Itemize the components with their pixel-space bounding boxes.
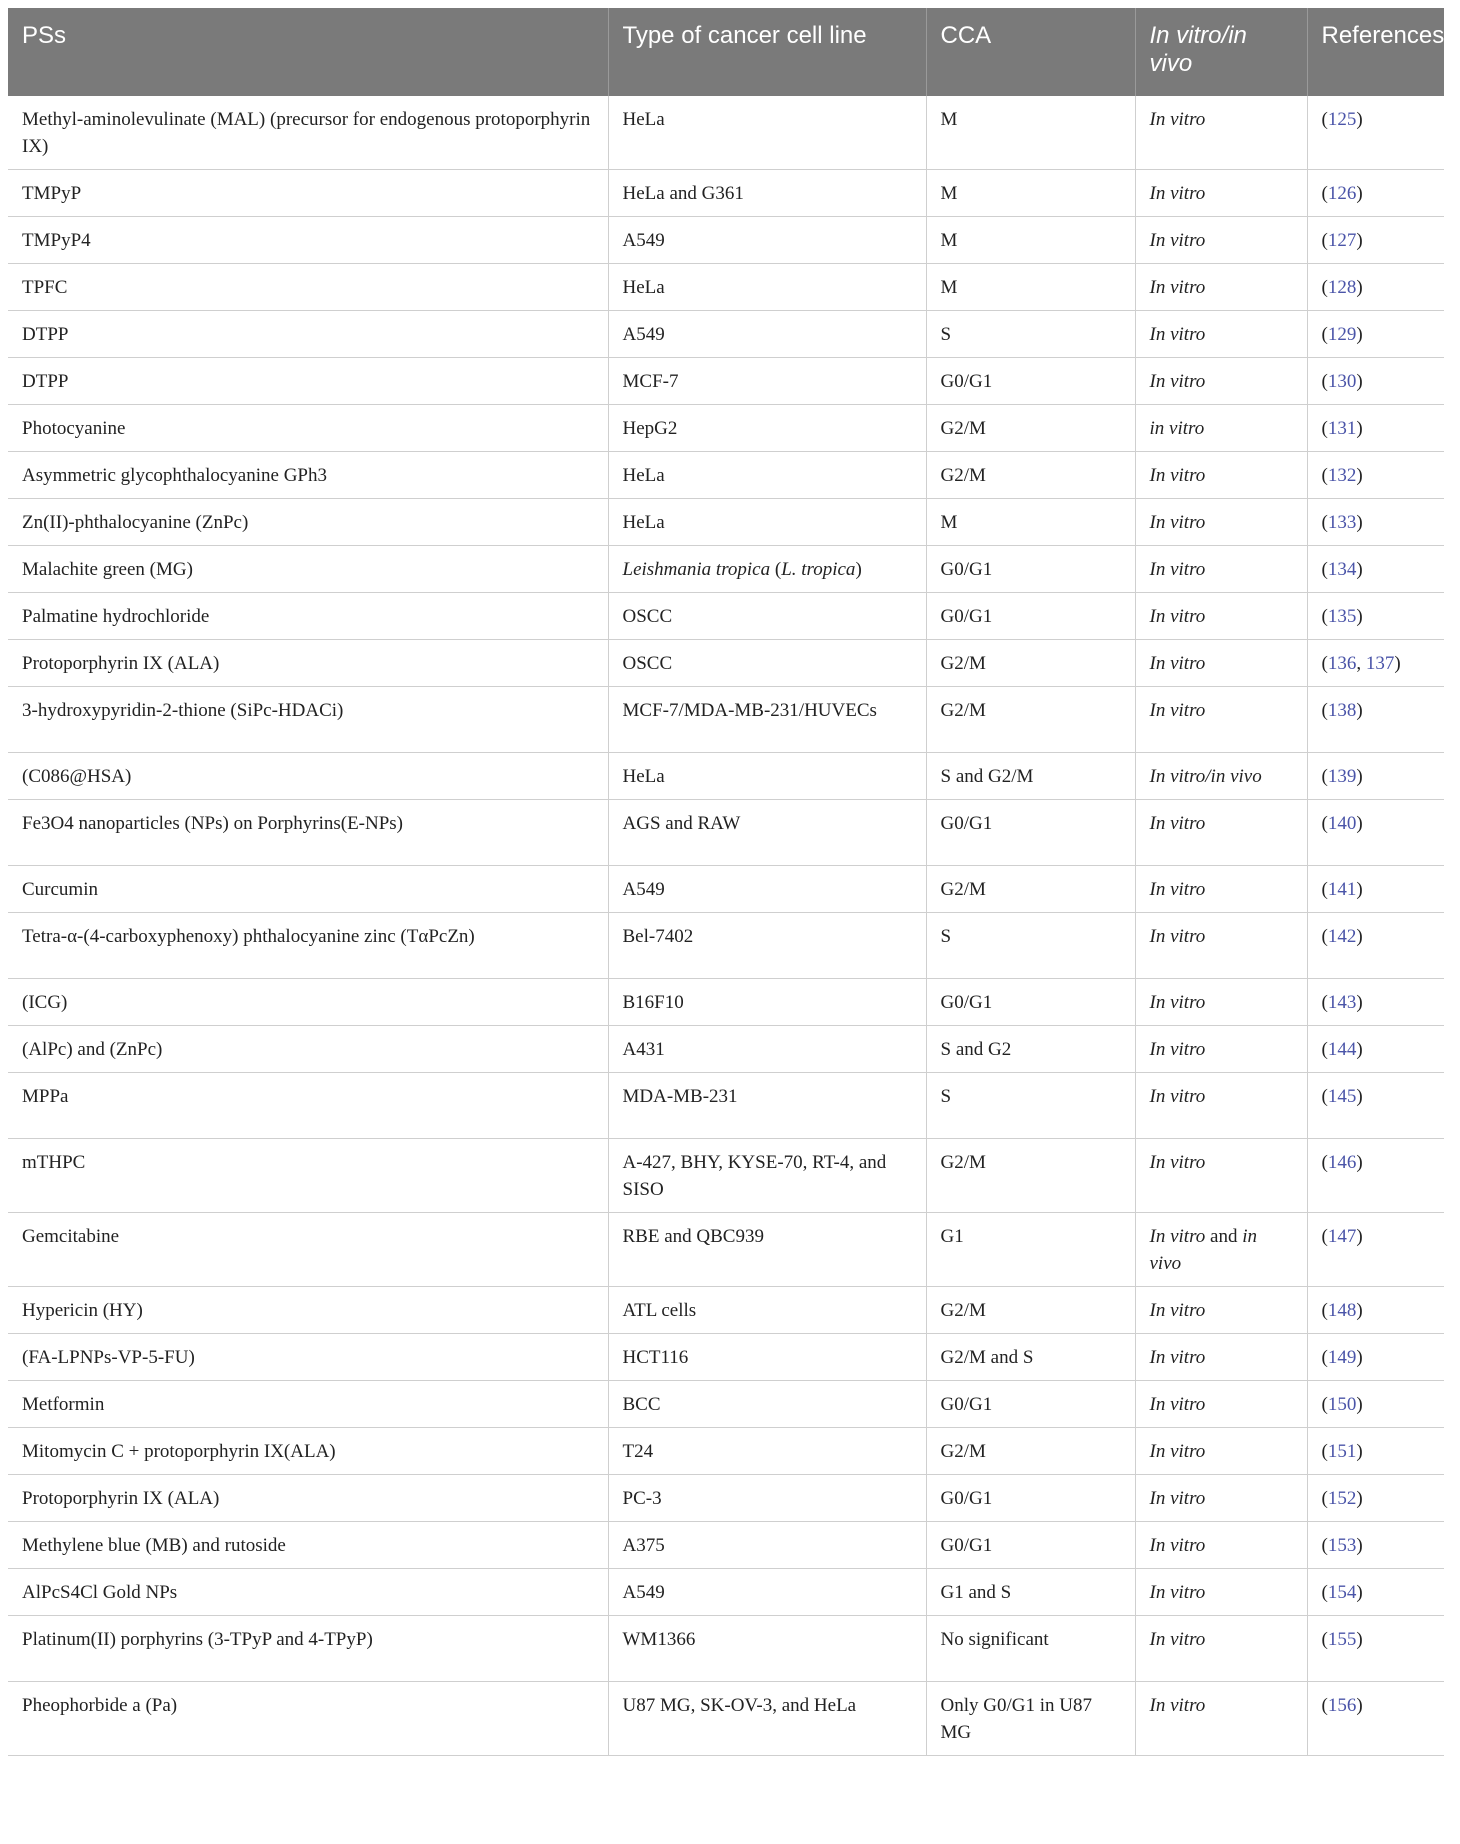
cell-line-cell: OSCC <box>608 593 926 640</box>
ps-cell: Fe3O4 nanoparticles (NPs) on Porphyrins(E-NPs) <box>8 800 608 866</box>
cell-line-cell: A375 <box>608 1522 926 1569</box>
table-row <box>8 170 1444 217</box>
header-cca: CCA <box>926 8 1135 96</box>
reference-link[interactable]: 140 <box>1327 813 1357 834</box>
ref-close-paren: ) <box>1356 926 1363 947</box>
reference-link[interactable]: 129 <box>1327 324 1357 345</box>
table-row <box>8 1522 1444 1569</box>
ps-cell: TMPyP4 <box>8 217 608 264</box>
cell-line-cell: U87 MG, SK-OV-3, and HeLa <box>608 1682 926 1756</box>
ref-open-paren: ( <box>1321 183 1328 204</box>
cell-line-cell: MCF-7 <box>608 358 926 405</box>
ref-close-paren: ) <box>1356 109 1363 130</box>
table-row <box>8 1073 1444 1139</box>
ref-open-paren: ( <box>1321 879 1328 900</box>
model-cell: In vitro <box>1135 1334 1307 1381</box>
reference-link[interactable]: 146 <box>1327 1152 1357 1173</box>
model-cell: In vitro <box>1135 96 1307 170</box>
model-cell: In vitro <box>1135 913 1307 979</box>
table-row <box>8 264 1444 311</box>
reference-link[interactable]: 138 <box>1327 700 1357 721</box>
ref-open-paren: ( <box>1321 465 1328 486</box>
ref-open-paren: ( <box>1321 1300 1328 1321</box>
reference-cell <box>1307 1026 1444 1073</box>
cell-line-cell: MCF-7/MDA-MB-231/HUVECs <box>608 687 926 753</box>
ref-open-paren: ( <box>1321 653 1328 674</box>
reference-cell <box>1307 405 1444 452</box>
cell-line-cell: AGS and RAW <box>608 800 926 866</box>
cca-cell: G0/G1 <box>926 979 1135 1026</box>
cca-cell: S <box>926 913 1135 979</box>
reference-cell <box>1307 499 1444 546</box>
ref-open-paren: ( <box>1321 1441 1328 1462</box>
cca-cell: G2/M <box>926 1428 1135 1475</box>
ref-open-paren: ( <box>1321 418 1328 439</box>
model-cell <box>1135 1213 1307 1287</box>
table-row <box>8 1026 1444 1073</box>
reference-cell <box>1307 979 1444 1026</box>
ps-cell: TMPyP <box>8 170 608 217</box>
cell-line-paren-open: ( <box>770 559 782 580</box>
table-row <box>8 311 1444 358</box>
cca-cell: M <box>926 96 1135 170</box>
cca-cell: G0/G1 <box>926 1475 1135 1522</box>
table-row <box>8 1428 1444 1475</box>
ref-open-paren: ( <box>1321 1152 1328 1173</box>
ps-cell: Curcumin <box>8 866 608 913</box>
ps-cell: Methyl-aminolevulinate (MAL) (precursor for endogenous protoporphyrin IX) <box>8 96 608 170</box>
ref-close-paren: ) <box>1356 606 1363 627</box>
ps-cell: Zn(II)-phthalocyanine (ZnPc) <box>8 499 608 546</box>
model-cell: In vitro <box>1135 170 1307 217</box>
table-row <box>8 1287 1444 1334</box>
cell-line-cell: WM1366 <box>608 1616 926 1682</box>
cell-line-cell: MDA-MB-231 <box>608 1073 926 1139</box>
reference-cell <box>1307 1428 1444 1475</box>
table-row <box>8 1569 1444 1616</box>
ps-cell: Gemcitabine <box>8 1213 608 1287</box>
ref-close-paren: ) <box>1356 1300 1363 1321</box>
reference-link[interactable]: 150 <box>1327 1394 1357 1415</box>
table-row <box>8 452 1444 499</box>
cell-line-cell: PC-3 <box>608 1475 926 1522</box>
header-references: References <box>1307 8 1444 96</box>
table-row <box>8 546 1444 593</box>
reference-cell <box>1307 913 1444 979</box>
model-cell: In vitro <box>1135 1073 1307 1139</box>
table-row <box>8 753 1444 800</box>
model-cell: In vitro <box>1135 311 1307 358</box>
reference-cell <box>1307 1475 1444 1522</box>
model-joiner: and <box>1205 1226 1243 1247</box>
ref-open-paren: ( <box>1321 1582 1328 1603</box>
ps-cell: DTPP <box>8 311 608 358</box>
ref-close-paren: ) <box>1356 183 1363 204</box>
table-row <box>8 800 1444 866</box>
ps-cell: 3-hydroxypyridin-2-thione (SiPc-HDACi) <box>8 687 608 753</box>
reference-link[interactable]: 154 <box>1327 1582 1357 1603</box>
cell-line-cell: A549 <box>608 217 926 264</box>
model-part: In vitro <box>1149 1226 1206 1247</box>
table-row <box>8 1213 1444 1287</box>
ref-open-paren: ( <box>1321 277 1328 298</box>
cell-line-italic: Leishmania tropica <box>622 559 771 580</box>
ps-cell: Protoporphyrin IX (ALA) <box>8 640 608 687</box>
cca-cell: G0/G1 <box>926 593 1135 640</box>
reference-cell <box>1307 546 1444 593</box>
model-cell: In vitro <box>1135 1287 1307 1334</box>
reference-cell <box>1307 1522 1444 1569</box>
ps-cell: Mitomycin C + protoporphyrin IX(ALA) <box>8 1428 608 1475</box>
ps-cell: Pheophorbide a (Pa) <box>8 1682 608 1756</box>
reference-cell <box>1307 1073 1444 1139</box>
reference-link[interactable]: 156 <box>1327 1695 1357 1716</box>
reference-link[interactable]: 126 <box>1327 183 1357 204</box>
ref-close-paren: ) <box>1356 1152 1363 1173</box>
reference-link[interactable]: 142 <box>1327 926 1357 947</box>
model-cell: In vitro/in vivo <box>1135 753 1307 800</box>
reference-link[interactable]: 152 <box>1327 1488 1357 1509</box>
reference-link[interactable]: 130 <box>1327 371 1357 392</box>
ref-open-paren: ( <box>1321 109 1328 130</box>
ref-close-paren: ) <box>1356 1629 1363 1650</box>
reference-link[interactable]: 128 <box>1327 277 1357 298</box>
header-cell-line: Type of cancer cell line <box>608 8 926 96</box>
cca-cell: G2/M <box>926 1139 1135 1213</box>
ref-close-paren: ) <box>1356 1226 1363 1247</box>
ps-cell: Palmatine hydrochloride <box>8 593 608 640</box>
ref-open-paren: ( <box>1321 1226 1328 1247</box>
model-cell: In vitro <box>1135 546 1307 593</box>
reference-cell <box>1307 1381 1444 1428</box>
ref-open-paren: ( <box>1321 1695 1328 1716</box>
ps-cell: (AlPc) and (ZnPc) <box>8 1026 608 1073</box>
reference-link[interactable]: 127 <box>1327 230 1357 251</box>
cca-cell: No significant <box>926 1616 1135 1682</box>
ref-close-paren: ) <box>1356 512 1363 533</box>
cell-line-cell: HeLa <box>608 753 926 800</box>
ref-close-paren: ) <box>1356 230 1363 251</box>
cca-cell: S and G2/M <box>926 753 1135 800</box>
cca-cell: G0/G1 <box>926 546 1135 593</box>
reference-link[interactable]: 133 <box>1327 512 1357 533</box>
model-cell: In vitro <box>1135 358 1307 405</box>
cca-cell: S and G2 <box>926 1026 1135 1073</box>
table-row <box>8 1682 1444 1756</box>
model-cell: In vitro <box>1135 1026 1307 1073</box>
reference-cell <box>1307 1682 1444 1756</box>
ref-open-paren: ( <box>1321 324 1328 345</box>
model-cell: In vitro <box>1135 687 1307 753</box>
model-cell: In vitro <box>1135 1428 1307 1475</box>
cca-cell: S <box>926 311 1135 358</box>
cell-line-paren-close: ) <box>855 559 862 580</box>
cca-cell: G2/M <box>926 452 1135 499</box>
table-row <box>8 499 1444 546</box>
model-cell: In vitro <box>1135 1522 1307 1569</box>
reference-link[interactable]: 125 <box>1327 109 1357 130</box>
model-cell: In vitro <box>1135 979 1307 1026</box>
cca-cell: G0/G1 <box>926 1381 1135 1428</box>
cell-line-cell: BCC <box>608 1381 926 1428</box>
model-cell: in vitro <box>1135 405 1307 452</box>
ref-close-paren: ) <box>1356 700 1363 721</box>
ref-close-paren: ) <box>1356 371 1363 392</box>
cca-cell: G0/G1 <box>926 358 1135 405</box>
reference-link[interactable]: 144 <box>1327 1039 1357 1060</box>
cca-cell: G2/M <box>926 405 1135 452</box>
cell-line-cell: HeLa <box>608 499 926 546</box>
table-row <box>8 405 1444 452</box>
ps-cell: DTPP <box>8 358 608 405</box>
reference-cell <box>1307 1334 1444 1381</box>
reference-cell <box>1307 1139 1444 1213</box>
model-cell: In vitro <box>1135 217 1307 264</box>
ref-open-paren: ( <box>1321 371 1328 392</box>
ref-open-paren: ( <box>1321 1488 1328 1509</box>
model-cell: In vitro <box>1135 1475 1307 1522</box>
cell-line-cell: A549 <box>608 311 926 358</box>
table-row <box>8 913 1444 979</box>
model-cell: In vitro <box>1135 866 1307 913</box>
table-row <box>8 1616 1444 1682</box>
ref-close-paren: ) <box>1356 879 1363 900</box>
cca-cell: M <box>926 170 1135 217</box>
reference-cell <box>1307 687 1444 753</box>
reference-cell <box>1307 217 1444 264</box>
ref-open-paren: ( <box>1321 230 1328 251</box>
ps-cell: Asymmetric glycophthalocyanine GPh3 <box>8 452 608 499</box>
cell-line-cell: OSCC <box>608 640 926 687</box>
model-cell: In vitro <box>1135 452 1307 499</box>
ps-cell: (FA-LPNPs-VP-5-FU) <box>8 1334 608 1381</box>
cell-line-cell: A431 <box>608 1026 926 1073</box>
model-cell: In vitro <box>1135 800 1307 866</box>
reference-link[interactable]: 147 <box>1327 1226 1357 1247</box>
ref-close-paren: ) <box>1356 1347 1363 1368</box>
ref-close-paren: ) <box>1356 277 1363 298</box>
cca-cell: G1 <box>926 1213 1135 1287</box>
reference-link[interactable]: 141 <box>1327 879 1357 900</box>
ps-cell: Tetra-α-(4-carboxyphenoxy) phthalocyanine zinc (TαPcZn) <box>8 913 608 979</box>
table-row <box>8 593 1444 640</box>
cca-cell: S <box>926 1073 1135 1139</box>
table-row <box>8 687 1444 753</box>
model-cell: In vitro <box>1135 593 1307 640</box>
ref-open-paren: ( <box>1321 1394 1328 1415</box>
table-row <box>8 1139 1444 1213</box>
cell-line-italic-abbrev: L. tropica <box>781 559 856 580</box>
reference-link[interactable]: 132 <box>1327 465 1357 486</box>
header-model: In vitro/in vivo <box>1135 8 1307 96</box>
cca-cell: G1 and S <box>926 1569 1135 1616</box>
cca-cell: M <box>926 217 1135 264</box>
reference-link[interactable]: 139 <box>1327 766 1357 787</box>
reference-cell <box>1307 452 1444 499</box>
table-row <box>8 217 1444 264</box>
reference-link[interactable]: 137 <box>1365 653 1395 674</box>
table-row <box>8 358 1444 405</box>
ref-open-paren: ( <box>1321 700 1328 721</box>
ref-close-paren: ) <box>1356 813 1363 834</box>
cca-cell: M <box>926 264 1135 311</box>
data-table <box>8 8 1444 1756</box>
reference-link[interactable]: 149 <box>1327 1347 1357 1368</box>
ref-close-paren: ) <box>1356 1039 1363 1060</box>
ref-close-paren: ) <box>1356 992 1363 1013</box>
cell-line-cell <box>608 546 926 593</box>
reference-cell <box>1307 753 1444 800</box>
cell-line-cell: HeLa <box>608 264 926 311</box>
cca-cell: Only G0/G1 in U87 MG <box>926 1682 1135 1756</box>
ref-close-paren: ) <box>1356 1394 1363 1415</box>
cell-line-cell: T24 <box>608 1428 926 1475</box>
ref-open-paren: ( <box>1321 813 1328 834</box>
ref-close-paren: ) <box>1356 1695 1363 1716</box>
reference-cell <box>1307 640 1444 687</box>
cell-line-cell: A-427, BHY, KYSE-70, RT-4, and SISO <box>608 1139 926 1213</box>
cca-cell: M <box>926 499 1135 546</box>
cca-cell: G2/M and S <box>926 1334 1135 1381</box>
reference-cell <box>1307 866 1444 913</box>
reference-link[interactable]: 153 <box>1327 1535 1357 1556</box>
ref-open-paren: ( <box>1321 1535 1328 1556</box>
ref-close-paren: ) <box>1356 418 1363 439</box>
reference-cell <box>1307 264 1444 311</box>
ref-close-paren: ) <box>1356 465 1363 486</box>
reference-cell <box>1307 1287 1444 1334</box>
cell-line-cell: Bel-7402 <box>608 913 926 979</box>
ps-cell: Malachite green (MG) <box>8 546 608 593</box>
reference-link[interactable]: 134 <box>1327 559 1357 580</box>
ps-cell: MPPa <box>8 1073 608 1139</box>
ref-close-paren: ) <box>1356 766 1363 787</box>
ref-open-paren: ( <box>1321 926 1328 947</box>
reference-link[interactable]: 131 <box>1327 418 1357 439</box>
cell-line-cell: HeLa <box>608 96 926 170</box>
model-cell: In vitro <box>1135 499 1307 546</box>
reference-link[interactable]: 148 <box>1327 1300 1357 1321</box>
reference-cell <box>1307 1616 1444 1682</box>
ref-close-paren: ) <box>1356 324 1363 345</box>
reference-cell <box>1307 800 1444 866</box>
cell-line-cell: A549 <box>608 866 926 913</box>
cca-cell: G2/M <box>926 1287 1135 1334</box>
cca-cell: G0/G1 <box>926 1522 1135 1569</box>
ref-close-paren: ) <box>1356 1441 1363 1462</box>
reference-link[interactable]: 155 <box>1327 1629 1357 1650</box>
reference-cell <box>1307 170 1444 217</box>
cca-cell: G0/G1 <box>926 800 1135 866</box>
reference-link[interactable]: 151 <box>1327 1441 1357 1462</box>
ref-open-paren: ( <box>1321 1039 1328 1060</box>
model-cell: In vitro <box>1135 1569 1307 1616</box>
ref-close-paren: ) <box>1356 1582 1363 1603</box>
ps-cell: Platinum(II) porphyrins (3-TPyP and 4-TPyP) <box>8 1616 608 1682</box>
ps-cell: Hypericin (HY) <box>8 1287 608 1334</box>
reference-cell <box>1307 1213 1444 1287</box>
ref-close-paren: ) <box>1356 1535 1363 1556</box>
ps-cell: AlPcS4Cl Gold NPs <box>8 1569 608 1616</box>
cell-line-cell: ATL cells <box>608 1287 926 1334</box>
model-cell: In vitro <box>1135 1139 1307 1213</box>
ps-cell: Protoporphyrin IX (ALA) <box>8 1475 608 1522</box>
ref-open-paren: ( <box>1321 766 1328 787</box>
ref-open-paren: ( <box>1321 559 1328 580</box>
table-row <box>8 96 1444 170</box>
cell-line-cell: HepG2 <box>608 405 926 452</box>
ps-cell: TPFC <box>8 264 608 311</box>
reference-cell <box>1307 1569 1444 1616</box>
reference-link[interactable]: 145 <box>1327 1086 1357 1107</box>
ref-open-paren: ( <box>1321 1086 1328 1107</box>
cell-line-cell: HeLa and G361 <box>608 170 926 217</box>
ps-cell: Photocyanine <box>8 405 608 452</box>
cell-line-cell: RBE and QBC939 <box>608 1213 926 1287</box>
reference-cell <box>1307 358 1444 405</box>
ref-open-paren: ( <box>1321 992 1328 1013</box>
cell-line-cell: HeLa <box>608 452 926 499</box>
header-pss: PSs <box>8 8 608 96</box>
ref-close-paren: ) <box>1356 559 1363 580</box>
model-part: in vivo <box>1149 1226 1257 1274</box>
table-row <box>8 1381 1444 1428</box>
ref-close-paren: ) <box>1394 653 1401 674</box>
reference-link[interactable]: 135 <box>1327 606 1357 627</box>
ref-separator: , <box>1356 653 1366 674</box>
reference-link[interactable]: 143 <box>1327 992 1357 1013</box>
reference-cell <box>1307 96 1444 170</box>
reference-link[interactable]: 136 <box>1327 653 1357 674</box>
reference-cell <box>1307 593 1444 640</box>
table-row <box>8 1475 1444 1522</box>
ref-open-paren: ( <box>1321 512 1328 533</box>
ps-cell: Metformin <box>8 1381 608 1428</box>
reference-cell <box>1307 311 1444 358</box>
model-cell: In vitro <box>1135 1616 1307 1682</box>
cca-cell: G2/M <box>926 687 1135 753</box>
ps-cell: (C086@HSA) <box>8 753 608 800</box>
header-row <box>8 8 1444 96</box>
ref-open-paren: ( <box>1321 606 1328 627</box>
cca-cell: G2/M <box>926 640 1135 687</box>
ref-close-paren: ) <box>1356 1086 1363 1107</box>
ref-open-paren: ( <box>1321 1347 1328 1368</box>
cca-cell: G2/M <box>926 866 1135 913</box>
ps-cell: (ICG) <box>8 979 608 1026</box>
ref-open-paren: ( <box>1321 1629 1328 1650</box>
model-cell: In vitro <box>1135 640 1307 687</box>
model-cell: In vitro <box>1135 1381 1307 1428</box>
cell-line-cell: B16F10 <box>608 979 926 1026</box>
model-cell: In vitro <box>1135 1682 1307 1756</box>
cell-line-cell: A549 <box>608 1569 926 1616</box>
ps-cell: Methylene blue (MB) and rutoside <box>8 1522 608 1569</box>
table-row <box>8 1334 1444 1381</box>
cell-line-cell: HCT116 <box>608 1334 926 1381</box>
model-cell: In vitro <box>1135 264 1307 311</box>
table-row <box>8 866 1444 913</box>
ref-close-paren: ) <box>1356 1488 1363 1509</box>
table-row <box>8 979 1444 1026</box>
table-row <box>8 640 1444 687</box>
ps-cell: mTHPC <box>8 1139 608 1213</box>
